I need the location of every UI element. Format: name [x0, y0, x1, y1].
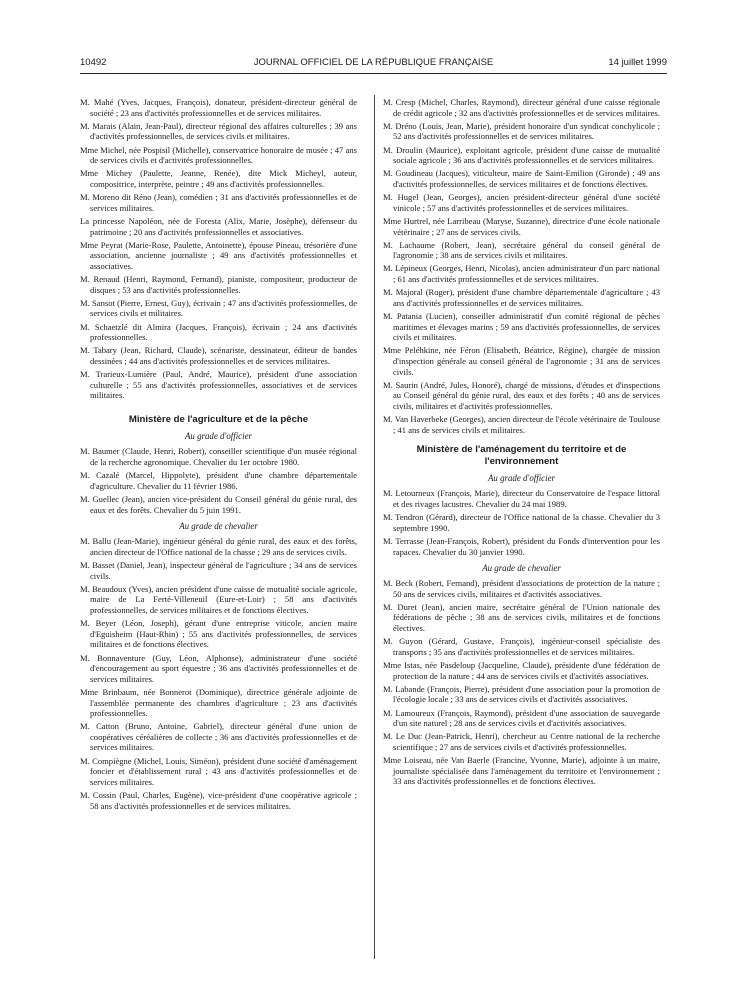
- column-divider: [374, 95, 375, 959]
- decoration-entry: M. Le Duc (Jean-Patrick, Henri), chercheur au Centre national de la recherche scientifique ; 27 ans de services civils et d'activités professionnelles.: [383, 731, 660, 752]
- decoration-entry: Mme Loiseau, née Van Baerle (Francine, Yvonne, Marie), adjointe à un maire, journaliste spécialisée dans l'aménagement du territoire et l'environnement ; 33 ans d'activités professionnelles et de fonctions électives.: [383, 755, 660, 787]
- decoration-entry: Mme Hurtrel, née Larribeau (Maryse, Suzanne), directrice d'une école nationale vétérinaire ; 27 ans de services civils.: [383, 215, 660, 237]
- entry-list: [80, 97, 357, 401]
- right-column: [383, 97, 660, 790]
- decoration-entry: M. Dréno (Louis, Jean, Marie), président honoraire d'un syndicat conchylicole ; 52 ans d'activités professionnelles et de services militaires.: [383, 120, 660, 142]
- entry-list: [80, 446, 357, 515]
- decoration-entry: M. Marais (Alain, Jean-Paul), directeur régional des affaires culturelles ; 39 ans d'activités professionnelles, de services civils et militaires.: [80, 120, 357, 142]
- publication-date: 14 juillet 1999: [608, 57, 667, 68]
- left-column: [80, 97, 357, 814]
- decoration-entry: M. Renaud (Henri, Raymond, Fernand), pianiste, compositeur, producteur de disques ; 53 ans d'activités professionnelles.: [80, 274, 357, 295]
- decoration-entry: M. Beyer (Léon, Joseph), gérant d'une entreprise viticole, ancien maire d'Eguisheim (Haut-Rhin) ; 55 ans d'activités professionnelles, de services militaires et de fonctions électives.: [80, 618, 357, 650]
- decoration-entry: Mme Michey (Paulette, Jeanne, Renée), dite Mick Micheyl, auteur, compositrice, interprète, peintre ; 49 ans d'activités professionnelles.: [80, 168, 357, 189]
- decoration-entry: M. Droulin (Maurice), exploitant agricole, président d'une caisse de mutualité sociale agricole ; 36 ans d'activités professionnelles et de services militaires.: [383, 144, 660, 166]
- decoration-entry: M. Terrasse (Jean-François, Robert), président du Fonds d'intervention pour les rapaces. Chevalier du 30 janvier 1990.: [383, 535, 660, 557]
- decoration-entry: M. Cazalé (Marcel, Hippolyte), président d'une chambre départementale d'agriculture. Chevalier du 11 février 1986.: [80, 470, 357, 491]
- page-number: 10492: [80, 57, 107, 68]
- decoration-entry: M. Labande (François, Pierre), président d'une association pour la promotion de l'écologie locale ; 33 ans de services civils et d'activités associatives.: [383, 683, 660, 705]
- decoration-entry: M. Cresp (Michel, Charles, Raymond), directeur général d'une caisse régionale de crédit agricole ; 32 ans d'activités professionnelles et de services militaires.: [383, 97, 660, 118]
- decoration-entry: M. Trarieux-Lumière (Paul, André, Maurice), président d'une association culturelle ; 55 ans d'activités professionnelles, associatives et de services militaires.: [80, 369, 357, 401]
- decoration-entry: M. Van Haverbeke (Georges), ancien directeur de l'école vétérinaire de Toulouse ; 41 ans de services civils et militaires.: [383, 414, 660, 435]
- decoration-entry: M. Beaudoux (Yves), ancien président d'une caisse de mutualité sociale agricole, maire de La Ferté-Villeneuil (Eure-et-Loir) ; 58 ans d'activités professionnelles, de services militaires et de fonctions électives.: [80, 583, 357, 615]
- header-rule: [80, 73, 667, 74]
- entry-list: [383, 97, 660, 435]
- entry-list: [383, 488, 660, 557]
- decoration-entry: M. Goudineau (Jacques), viticulteur, maire de Saint-Emilion (Gironde) ; 49 ans d'activités professionnelles, de services militaires et de fonctions électives.: [383, 168, 660, 189]
- ministry-title: Ministère de l'aménagement du territoire et de l'environnement: [416, 444, 627, 467]
- decoration-entry: La princesse Napoléon, née de Foresta (Alix, Marie, Josèphe), défenseur du patrimoine ; 20 ans d'activités professionnelles et associatives.: [80, 215, 357, 237]
- decoration-entry: M. Letourneux (François, Marie), directeur du Conservatoire de l'espace littoral et des rivages lacustres. Chevalier du 24 mai 1989.: [383, 488, 660, 509]
- decoration-entry: Mme Istas, née Pasdeloup (Jacqueline, Claude), présidente d'une fédération de protection de la nature ; 44 ans de services civils et d'activités associatives.: [383, 660, 660, 681]
- decoration-entry: M. Beck (Robert, Fernand), président d'associations de protection de la nature ; 50 ans de services civils, militaires et d'activités associatives.: [383, 578, 660, 599]
- decoration-entry: M. Bonnaventure (Guy, Léon, Alphonse), administrateur d'une société d'encouragement au sport équestre ; 36 ans d'activités professionnelles et de services militaires.: [80, 652, 357, 684]
- decoration-entry: M. Schaetzlé dit Almira (Jacques, François), écrivain ; 24 ans d'activités professionnelles.: [80, 321, 357, 343]
- ministry-title: Ministère de l'agriculture et de la pêche: [128, 413, 309, 425]
- decoration-entry: M. Baumer (Claude, Henri, Robert), conseiller scientifique d'un musée régional de la recherche agronomique. Chevalier du 1er octobre 1980.: [80, 446, 357, 468]
- decoration-entry: M. Mahé (Yves, Jacques, François), donateur, président-directeur général de société ; 23 ans d'activités professionnelles et de services militaires.: [80, 97, 357, 118]
- decoration-entry: M. Moreno dit Réno (Jean), comédien ; 31 ans d'activités professionnelles et de services militaires.: [80, 192, 357, 213]
- grade-heading-chevalier: Au grade de chevalier: [179, 521, 258, 532]
- page-header: [80, 57, 667, 71]
- decoration-entry: M. Guellec (Jean), ancien vice-président du Conseil général du génie rural, des eaux et des forêts. Chevalier du 5 juin 1991.: [80, 494, 357, 515]
- decoration-entry: M. Lamoureux (François, Raymond), président d'une association de sauvegarde d'un site naturel ; 28 ans de services civils et d'activités associatives.: [383, 707, 660, 729]
- decoration-entry: M. Sansot (Pierre, Ernest, Guy), écrivain ; 47 ans d'activités professionnelles, de services civils et militaires.: [80, 297, 357, 319]
- decoration-entry: M. Tabary (Jean, Richard, Claude), scénariste, dessinateur, éditeur de bandes dessinées ; 44 ans d'activités professionnelles et de services militaires.: [80, 345, 357, 366]
- decoration-entry: M. Tendron (Gérard), directeur de l'Office national de la chasse. Chevalier du 3 septembre 1990.: [383, 512, 660, 533]
- decoration-entry: M. Saurin (André, Jules, Honoré), chargé de missions, d'études et d'inspections au Conseil général du génie rural, des eaux et des forêts ; 40 ans de services civils, militaires et d'activités professionnelles.: [383, 379, 660, 411]
- decoration-entry: Mme Michel, née Pospisil (Michelle), conservatrice honoraire de musée ; 47 ans de services civils et d'activités professionnelles.: [80, 144, 357, 166]
- journal-title: JOURNAL OFFICIEL DE LA RÉPUBLIQUE FRANÇAISE: [253, 57, 494, 68]
- entry-list: [383, 578, 660, 787]
- decoration-entry: M. Compiègne (Michel, Louis, Siméon), président d'une société d'aménagement foncier et d'établissement rural ; 43 ans d'activités professionnelles et de services militaires.: [80, 755, 357, 787]
- decoration-entry: M. Catton (Bruno, Antoine, Gabriel), directeur général d'une union de coopératives céréalières de collecte ; 36 ans d'activités professionnelles et de services militaires.: [80, 721, 357, 753]
- grade-heading-officier: Au grade d'officier: [488, 473, 555, 484]
- decoration-entry: M. Lachaume (Robert, Jean), secrétaire général du conseil général de l'agronomie ; 38 ans de services civils et militaires.: [383, 239, 660, 261]
- decoration-entry: M. Guyon (Gérard, Gustave, François), ingénieur-conseil spécialiste des transports ; 35 ans d'activités professionnelles et de services militaires.: [383, 636, 660, 657]
- decoration-entry: M. Lépineux (Georges, Henri, Nicolas), ancien administrateur d'un parc national ; 61 ans d'activités professionnelles et de services militaires.: [383, 263, 660, 285]
- decoration-entry: M. Cossin (Paul, Charles, Eugène), vice-président d'une coopérative agricole ; 58 ans d'activités professionnelles et de services militaires.: [80, 790, 357, 811]
- decoration-entry: M. Duret (Jean), ancien maire, secrétaire général de l'Union nationale des fédérations de pêche ; 38 ans de services civils, militaires et de fonctions électives.: [383, 601, 660, 634]
- entry-list: [80, 536, 357, 811]
- decoration-entry: M. Hugel (Jean, Georges), ancien président-directeur général d'une société vinicole ; 57 ans d'activités professionnelles et de services militaires.: [383, 192, 660, 213]
- grade-heading-chevalier: Au grade de chevalier: [482, 563, 561, 574]
- decoration-entry: Mme Brinbaum, née Bonnerot (Dominique), directrice générale adjointe de l'assemblée permanente des chambres d'agriculture ; 23 ans d'activités professionnelles.: [80, 686, 357, 719]
- decoration-entry: Mme Peyrat (Marie-Rose, Paulette, Antoinette), épouse Pineau, trésorière d'une association, ancienne journaliste ; 49 ans d'activités professionnelles et associatives.: [80, 239, 357, 271]
- decoration-entry: M. Basset (Daniel, Jean), inspecteur général de l'agriculture ; 34 ans de services civils.: [80, 560, 357, 581]
- decoration-entry: M. Ballu (Jean-Marie), ingénieur général du génie rural, des eaux et des forêts, ancien directeur de l'Office national de la chasse ; 29 ans de services civils.: [80, 536, 357, 557]
- decoration-entry: Mme Peléhkine, née Féron (Elisabeth, Béatrice, Régine), chargée de mission d'inspection générale au conseil général de l'agronomie ; 31 ans de services civils.: [383, 345, 660, 377]
- decoration-entry: M. Patania (Lucien), conseiller administratif d'un comité régional de pêches maritimes et élevages marins ; 59 ans d'activités professionnelles, de services civils et militaires.: [383, 311, 660, 343]
- decoration-entry: M. Majoral (Roger), président d'une chambre départementale d'agriculture ; 43 ans d'activités professionnelles et de services militaires.: [383, 287, 660, 308]
- grade-heading-officier: Au grade d'officier: [185, 431, 252, 442]
